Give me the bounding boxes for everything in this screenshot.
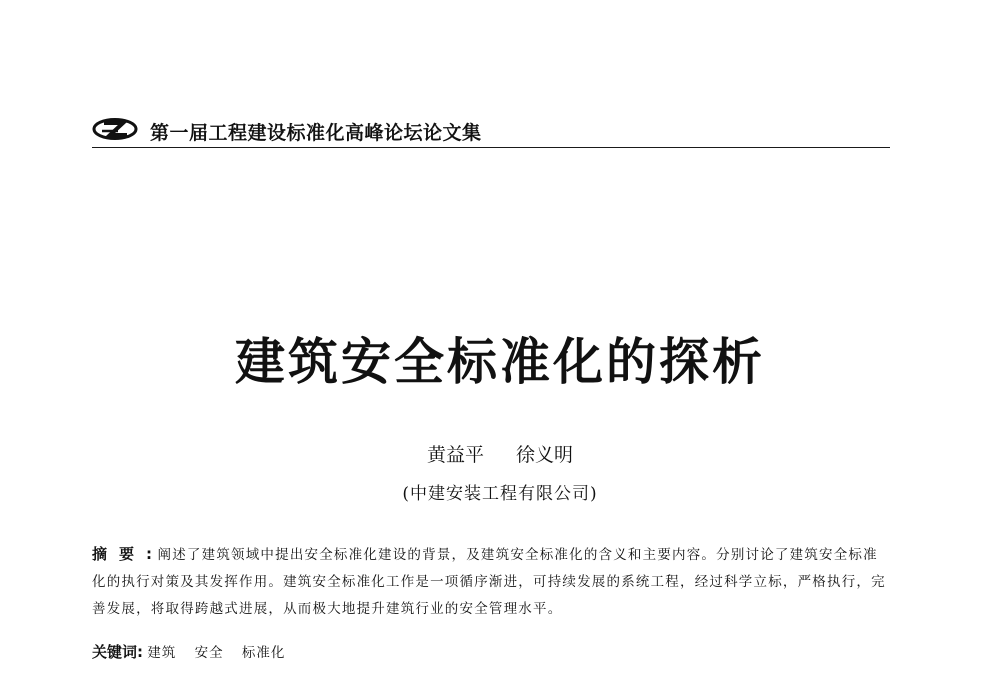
- keyword-item: 安全: [194, 645, 224, 661]
- paper-title: 建筑安全标准化的探析: [235, 332, 765, 391]
- author-name: 黄益平: [426, 444, 484, 466]
- keyword-item: 建筑: [147, 645, 177, 661]
- abstract-text: 阐述了建筑领域中提出安全标准化建设的背景，及建筑安全标准化的含义和主要内容。分别讨论了建筑安全标准化的执行对策及其发挥作用。建筑安全标准化工作是一项循序渐进，可持续发展的系统工程，经过科学立标，严格执行，完善发展，将取得跨越式进展，从而极大地提升建筑行业的安全管理水平。: [92, 547, 886, 617]
- keyword-item: 标准化: [241, 645, 286, 661]
- author-list: [0, 440, 1000, 467]
- keywords-colon: :: [137, 643, 144, 661]
- abstract-label: 摘要: [92, 545, 147, 563]
- series-title: 第一届工程建设标准化高峰论坛论文集: [150, 122, 482, 144]
- abstract-colon: :: [146, 545, 153, 563]
- author-affiliation: (中建安装工程有限公司): [402, 484, 598, 504]
- keywords-section: [92, 640, 890, 665]
- keywords-label: 关键词: [92, 643, 138, 661]
- author-name: 徐义明: [516, 444, 574, 466]
- conference-logo-icon: [92, 117, 138, 141]
- running-header: [92, 113, 890, 148]
- abstract-section: [92, 541, 890, 623]
